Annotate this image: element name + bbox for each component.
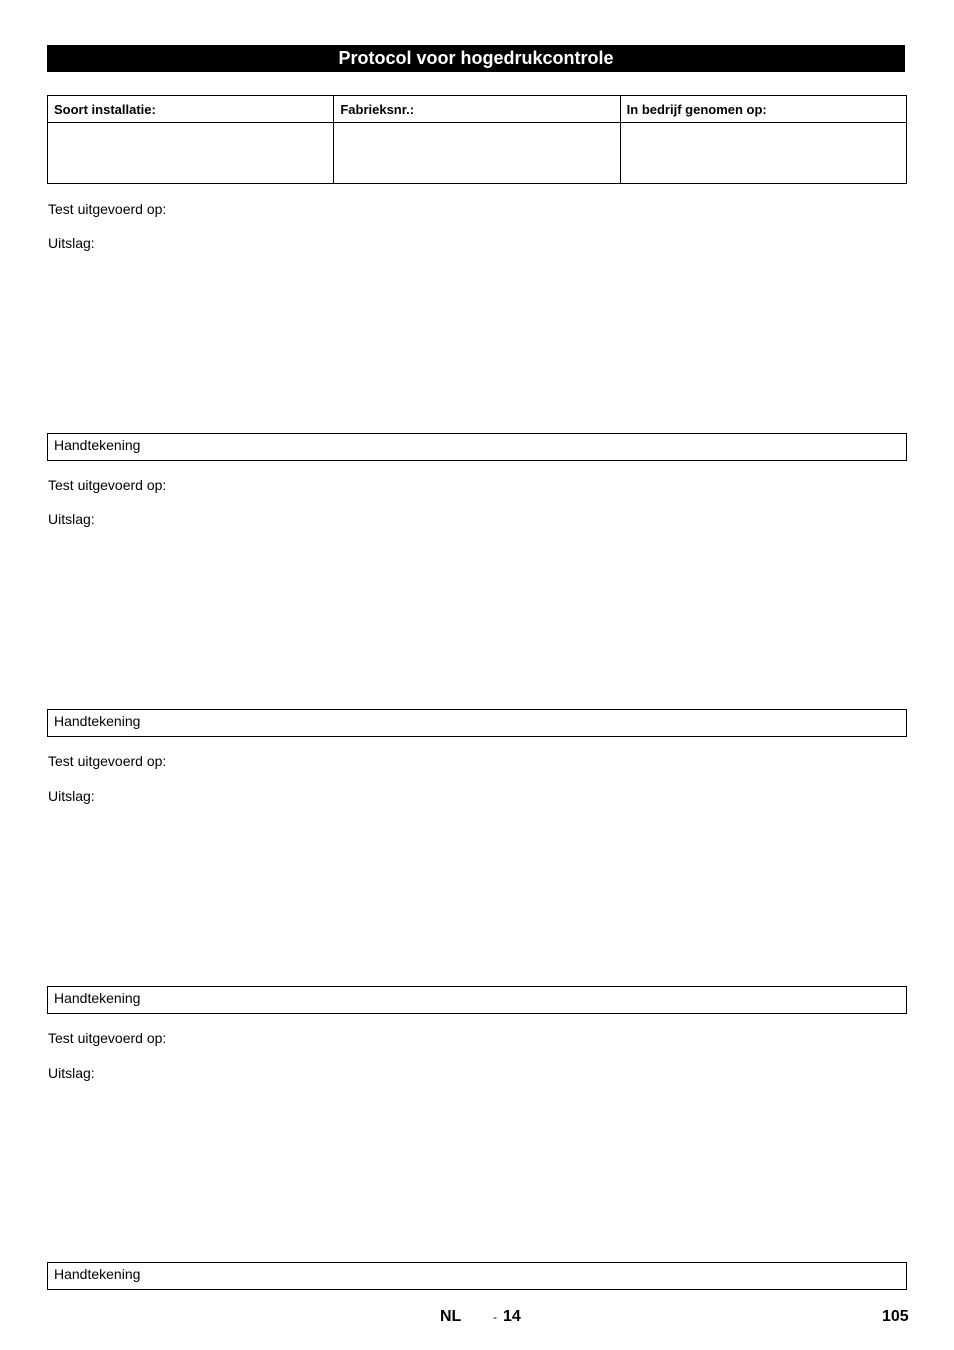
result-label: Uitslag: [48,788,95,804]
footer-section-number: 14 [503,1308,521,1325]
header-installation-type: Soort installatie: [48,96,334,123]
signature-label: Handtekening [54,990,141,1006]
header-commissioning-date: In bedrijf genomen op: [620,96,906,123]
installation-info-table [47,95,907,184]
signature-label: Handtekening [54,713,141,729]
header-serial-number: Fabrieksnr.: [334,96,620,123]
signature-label: Handtekening [54,437,141,453]
signature-field[interactable] [47,433,907,461]
result-label: Uitslag: [48,1065,95,1081]
signature-label: Handtekening [54,1266,141,1282]
signature-field[interactable] [47,986,907,1014]
result-label: Uitslag: [48,511,95,527]
signature-field[interactable] [47,1262,907,1290]
footer-dash: - [493,1310,497,1324]
test-date-label: Test uitgevoerd op: [48,477,167,493]
table-header-row [48,96,907,123]
commissioning-date-field[interactable] [620,123,906,184]
footer-language: NL [440,1308,462,1325]
result-label: Uitslag: [48,235,95,251]
installation-type-field[interactable] [48,123,334,184]
signature-field[interactable] [47,709,907,737]
test-date-label: Test uitgevoerd op: [48,753,167,769]
footer-page-number: 105 [882,1308,909,1325]
serial-number-field[interactable] [334,123,620,184]
table-value-row [48,123,907,184]
test-date-label: Test uitgevoerd op: [48,1030,167,1046]
page-title: Protocol voor hogedrukcontrole [47,45,905,72]
test-date-label: Test uitgevoerd op: [48,201,167,217]
